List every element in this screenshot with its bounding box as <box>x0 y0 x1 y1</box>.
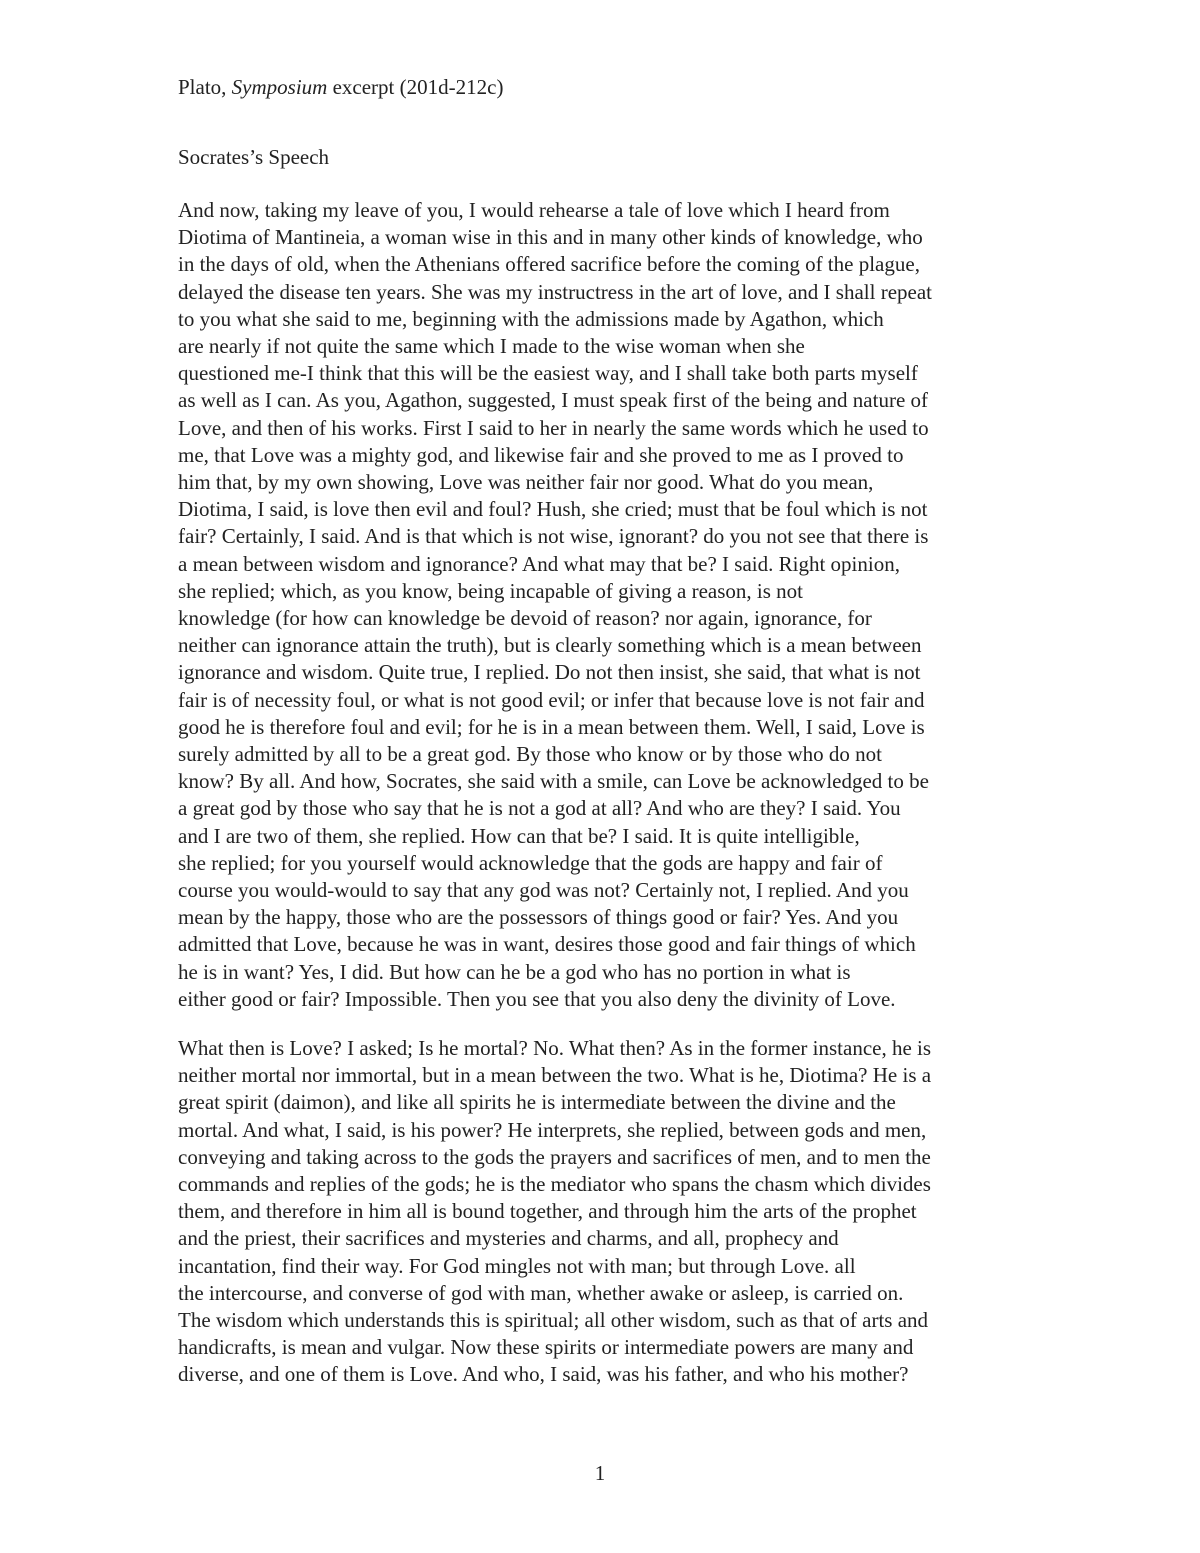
text-line: handicrafts, is mean and vulgar. Now these spirits or intermediate powers are many and <box>178 1335 914 1360</box>
text-line: are nearly if not quite the same which I made to the wise woman when she <box>178 334 805 359</box>
text-line: the intercourse, and converse of god with man, whether awake or asleep, is carried on. <box>178 1280 904 1305</box>
text-line: incantation, find their way. For God mingles not with man; but through Love. all <box>178 1253 856 1278</box>
document-title <box>178 74 503 101</box>
text-line: fair? Certainly, I said. And is that which is not wise, ignorant? do you not see that there is <box>178 524 929 549</box>
text-line: The wisdom which understands this is spiritual; all other wisdom, such as that of arts and <box>178 1308 929 1333</box>
page-number: 1 <box>594 1461 606 1485</box>
text-line: admitted that Love, because he was in want, desires those good and fair things of which <box>178 932 916 957</box>
text-line: Love, and then of his works. First I said to her in nearly the same words which he used to <box>178 415 929 440</box>
title-suffix: excerpt (201d-212c) <box>327 75 504 99</box>
paragraph-2 <box>178 1035 1038 1389</box>
text-line: surely admitted by all to be a great god. By those who know or by those who do not <box>178 742 882 767</box>
text-line: either good or fair? Impossible. Then you see that you also deny the divinity of Love. <box>178 986 896 1011</box>
title-italic-work: Symposium <box>231 75 328 99</box>
section-heading: Socrates’s Speech <box>178 145 330 169</box>
text-line: neither mortal nor immortal, but in a mean between the two. What is he, Diotima? He is a <box>178 1063 932 1088</box>
text-line: me, that Love was a mighty god, and likewise fair and she proved to me as I proved to <box>178 442 904 467</box>
text-line: commands and replies of the gods; he is the mediator who spans the chasm which divides <box>178 1172 931 1197</box>
text-line: him that, by my own showing, Love was neither fair nor good. What do you mean, <box>178 470 874 495</box>
text-line: neither can ignorance attain the truth), but is clearly something which is a mean between <box>178 633 922 658</box>
text-line: know? By all. And how, Socrates, she said with a smile, can Love be acknowledged to be <box>178 769 929 794</box>
text-line: she replied; for you yourself would acknowledge that the gods are happy and fair of <box>178 850 883 875</box>
text-line: to you what she said to me, beginning with the admissions made by Agathon, which <box>178 306 884 331</box>
text-line: as well as I can. As you, Agathon, suggested, I must speak first of the being and nature of <box>178 388 929 413</box>
text-line: Diotima, I said, is love then evil and foul? Hush, she cried; must that be foul which is not <box>178 497 928 522</box>
text-line: diverse, and one of them is Love. And who, I said, was his father, and who his mother? <box>178 1362 909 1387</box>
text-line: ignorance and wisdom. Quite true, I replied. Do not then insist, she said, that what is not <box>178 660 921 685</box>
text-line: And now, taking my leave of you, I would rehearse a tale of love which I heard from <box>178 198 890 222</box>
text-line: What then is Love? I asked; Is he mortal? No. What then? As in the former instance, he is <box>178 1036 932 1060</box>
text-line: course you would-would to say that any god was not? Certainly not, I replied. And you <box>178 878 909 903</box>
text-line: and I are two of them, she replied. How can that be? I said. It is quite intelligible, <box>178 823 860 848</box>
text-line: fair is of necessity foul, or what is not good evil; or infer that because love is not fair and <box>178 687 925 712</box>
text-line: a great god by those who say that he is not a god at all? And who are they? I said. You <box>178 796 901 821</box>
text-line: conveying and taking across to the gods the prayers and sacrifices of men, and to men the <box>178 1144 931 1169</box>
text-line: Diotima of Mantineia, a woman wise in this and in many other kinds of knowledge, who <box>178 225 923 250</box>
text-line: questioned me-I think that this will be the easiest way, and I shall take both parts myself <box>178 361 918 386</box>
text-line: them, and therefore in him all is bound together, and through him the arts of the prophet <box>178 1199 917 1224</box>
text-line: he is in want? Yes, I did. But how can he be a god who has no portion in what is <box>178 959 851 984</box>
text-line: she replied; which, as you know, being incapable of giving a reason, is not <box>178 578 803 603</box>
title-prefix: Plato, <box>178 75 232 99</box>
text-line: in the days of old, when the Athenians offered sacrifice before the coming of the plague, <box>178 252 920 277</box>
paragraph-1 <box>178 197 1038 1013</box>
text-line: mean by the happy, those who are the possessors of things good or fair? Yes. And you <box>178 905 899 930</box>
text-line: knowledge (for how can knowledge be devoid of reason? nor again, ignorance, for <box>178 606 872 631</box>
text-line: and the priest, their sacrifices and mysteries and charms, and all, prophecy and <box>178 1226 839 1251</box>
text-line: great spirit (daimon), and like all spirits he is intermediate between the divine and the <box>178 1090 896 1115</box>
text-line: a mean between wisdom and ignorance? And what may that be? I said. Right opinion, <box>178 551 900 576</box>
text-line: good he is therefore foul and evil; for he is in a mean between them. Well, I said, Love is <box>178 714 925 739</box>
text-line: mortal. And what, I said, is his power? He interprets, she replied, between gods and men, <box>178 1117 927 1142</box>
text-line: delayed the disease ten years. She was my instructress in the art of love, and I shall repeat <box>178 279 933 304</box>
